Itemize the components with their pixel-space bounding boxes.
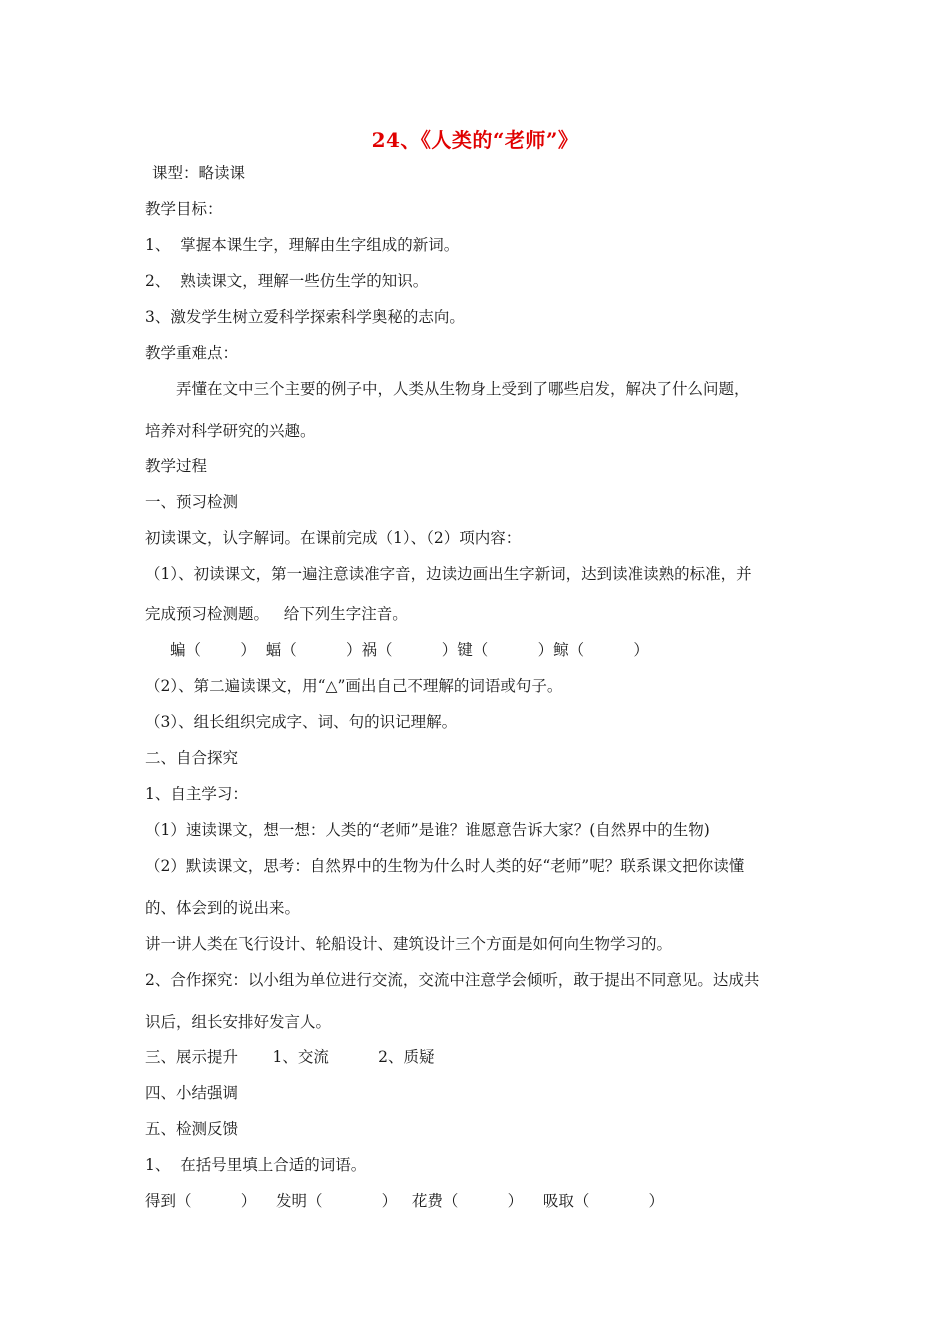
feedback-item-1: 1、 在括号里填上合适的词语。	[145, 1156, 367, 1174]
heading-teaching-process: 教学过程	[145, 457, 208, 475]
key-points-text-line-1: 弄懂在文中三个主要的例子中，人类从生物身上受到了哪些启发，解决了什么问题，	[176, 380, 750, 398]
step-1-line-2: 完成预习检测题。 给下列生字注音。	[145, 605, 408, 623]
lesson-type: 课型：略读课	[152, 164, 246, 182]
section-4-heading: 四、小结强调	[145, 1084, 239, 1102]
section-1-heading: 一、预习检测	[145, 493, 239, 511]
fill-in-words-exercise: 得到（ ） 发明（ ） 花费（ ） 吸取（ ）	[145, 1192, 664, 1210]
goal-3: 3、激发学生树立爱科学探索科学奥秘的志向。	[145, 308, 465, 326]
goal-1: 1、 掌握本课生字，理解由生字组成的新词。	[145, 236, 460, 254]
step-3: （3）、组长组织完成字、词、句的识记理解。	[145, 713, 458, 731]
step-2: （2）、第二遍读课文，用“△”画出自己不理解的词语或句子。	[145, 677, 563, 695]
self-study-item-1: （1）速读课文，想一想：人类的“老师”是谁？谁愿意告诉大家？(自然界中的生物)	[145, 821, 710, 839]
self-study-item-2-line-1: （2）默读课文，思考：自然界中的生物为什么时人类的好“老师”呢？联系课文把你读懂	[145, 857, 745, 875]
self-study-item-2-line-2: 的、体会到的说出来。	[145, 899, 301, 917]
pinyin-exercise: 蝙（ ） 蝠（ ）祸（ ）键（ ）鲸（ ）	[170, 641, 649, 659]
section-3-heading: 三、展示提升 1、交流 2、质疑	[145, 1048, 435, 1066]
section-1-intro: 初读课文，认字解词。在课前完成（1）、（2）项内容：	[145, 529, 522, 547]
section-5-heading: 五、检测反馈	[145, 1120, 239, 1138]
lesson-title: 24、《人类的“老师”》	[371, 128, 579, 152]
cooperative-study-line-2: 识后，组长安排好发言人。	[145, 1013, 332, 1031]
heading-key-points: 教学重难点：	[145, 344, 239, 362]
goal-2: 2、 熟读课文，理解一些仿生学的知识。	[145, 272, 429, 290]
self-study-heading: 1、自主学习：	[145, 785, 248, 803]
section-2-heading: 二、自合探究	[145, 749, 239, 767]
step-1-line-1: （1）、初读课文，第一遍注意读准字音，边读边画出生字新词，达到读准读熟的标准，并	[145, 565, 752, 583]
heading-teaching-goals: 教学目标：	[145, 200, 223, 218]
discussion-prompt: 讲一讲人类在飞行设计、轮船设计、建筑设计三个方面是如何向生物学习的。	[145, 935, 673, 953]
key-points-text-line-2: 培养对科学研究的兴趣。	[145, 422, 316, 440]
cooperative-study-line-1: 2、合作探究：以小组为单位进行交流，交流中注意学会倾听，敢于提出不同意见。达成共	[145, 971, 760, 989]
